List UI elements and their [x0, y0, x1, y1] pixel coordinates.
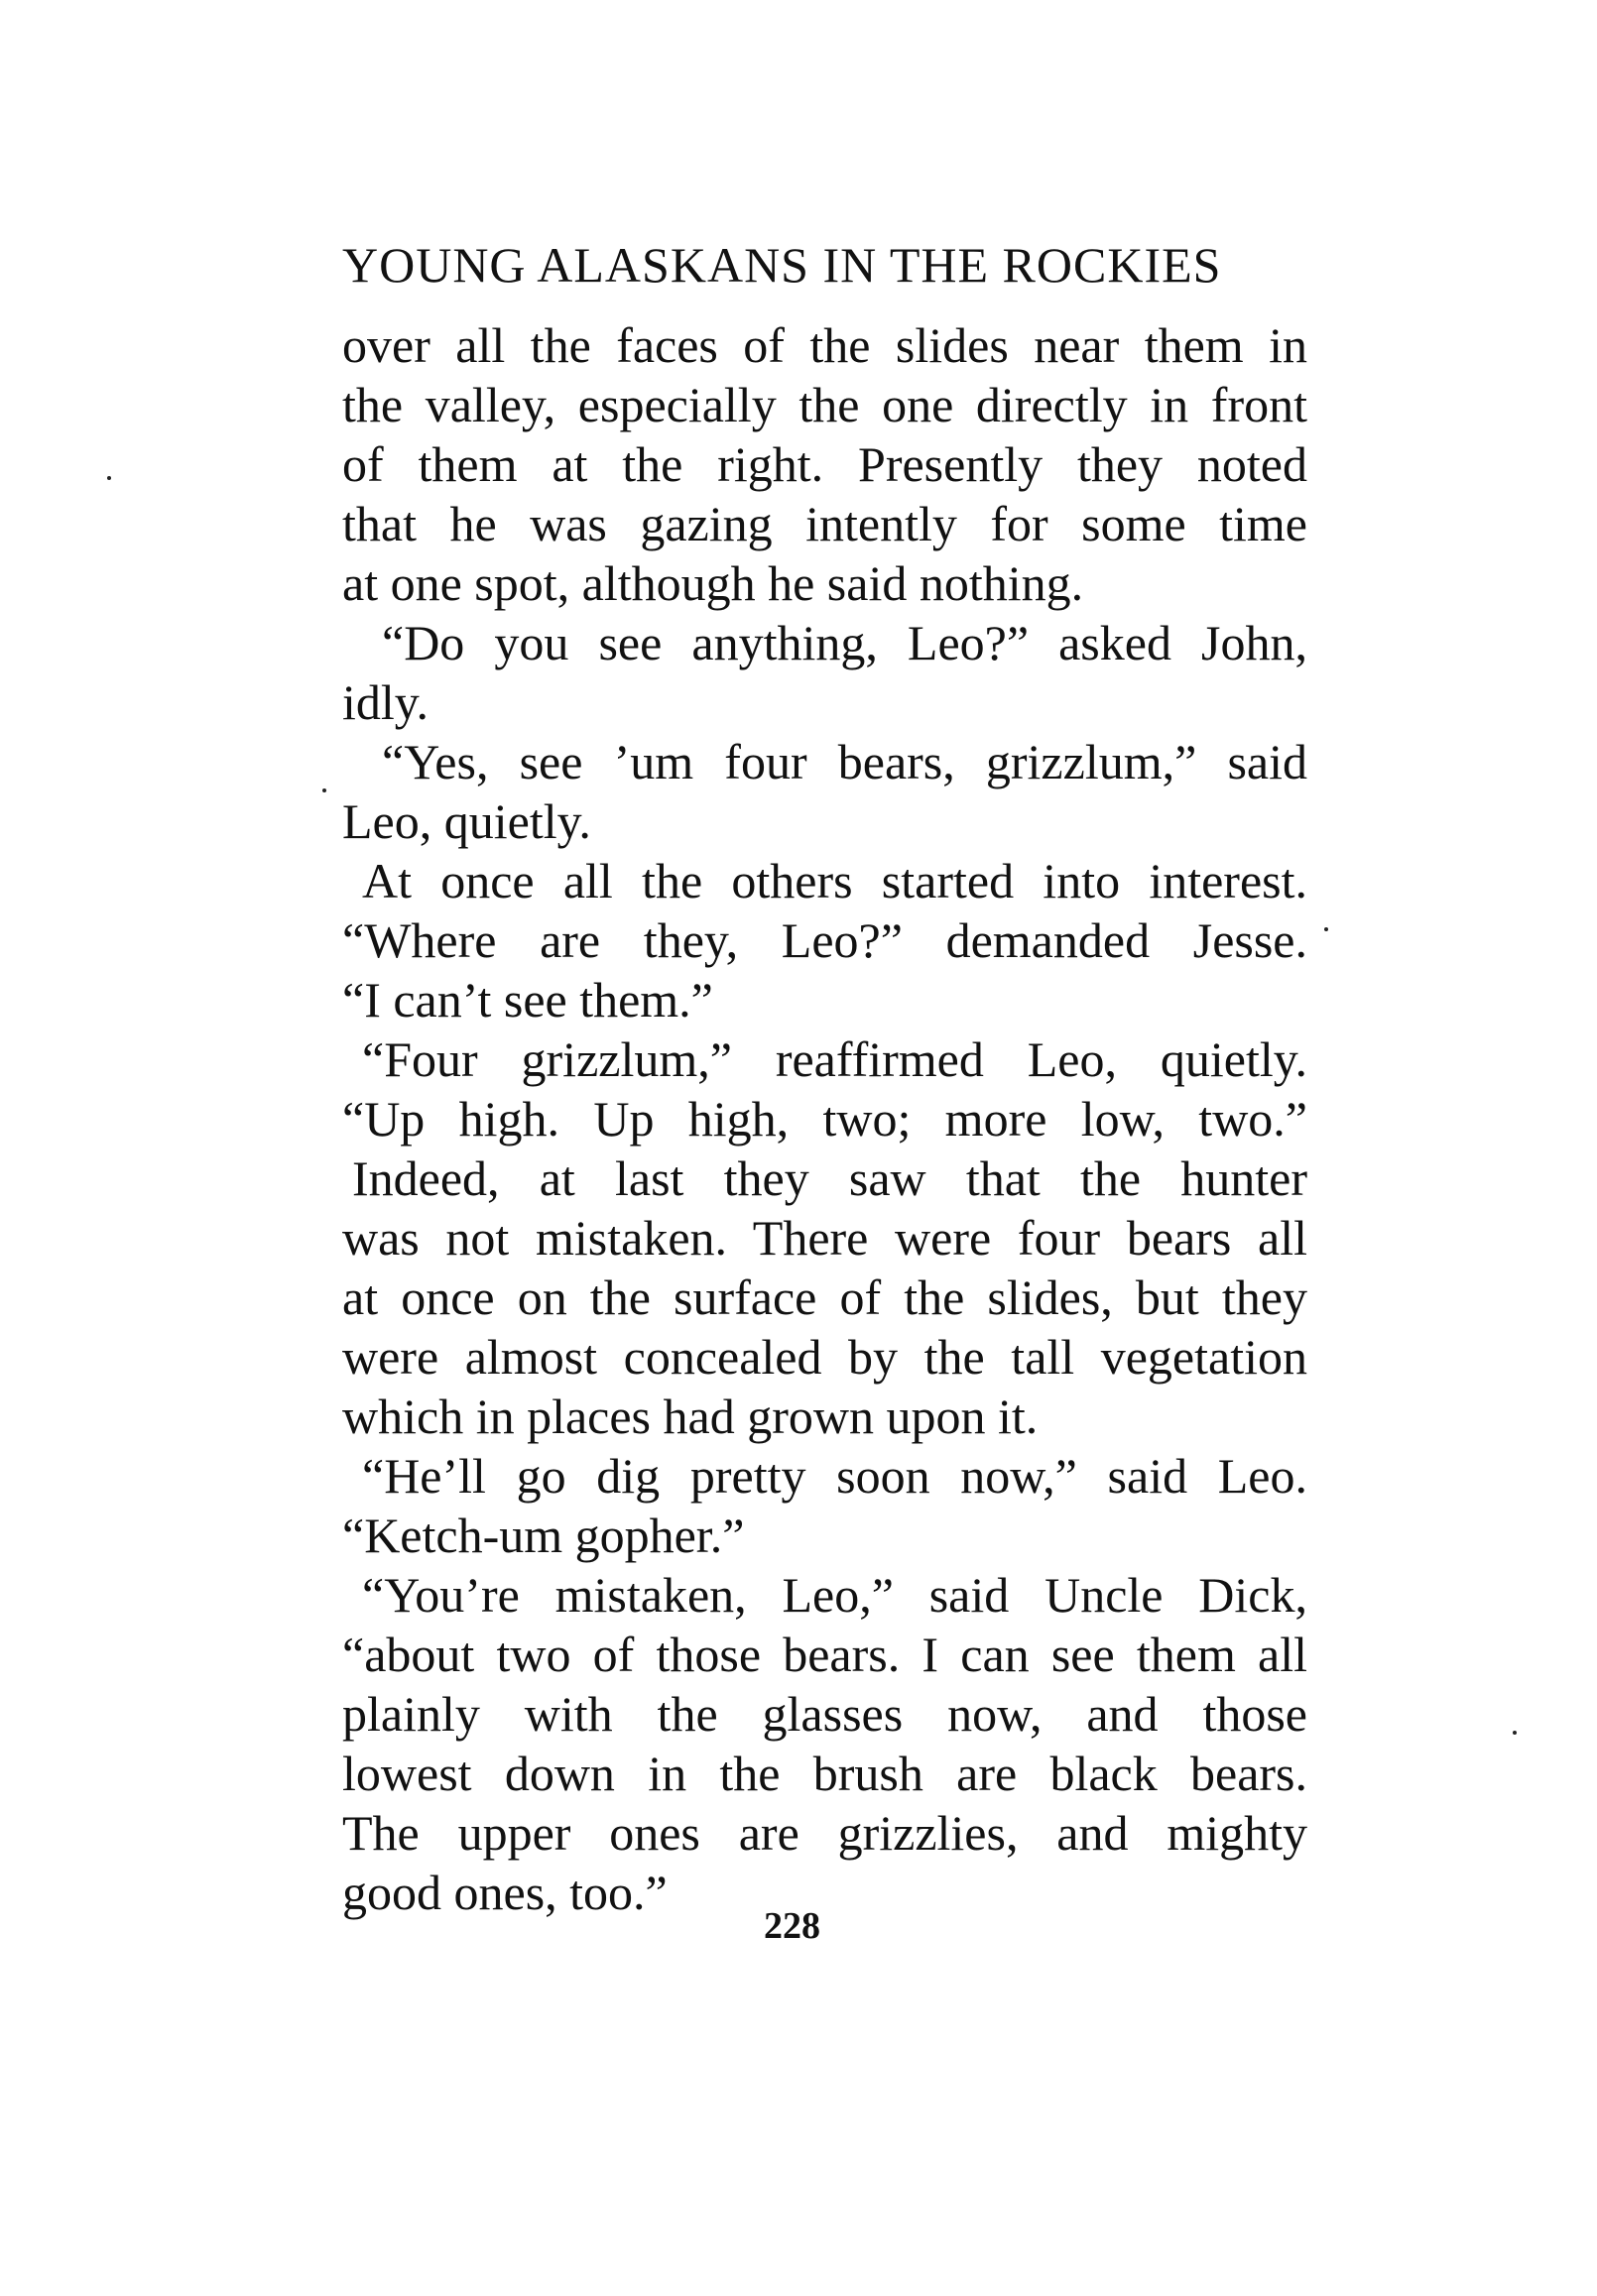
text-line: which in places had grown upon it. [342, 1389, 1039, 1444]
text-line: Indeed, at last they saw that the hunter [352, 1150, 1307, 1206]
text-line: “Do you see anything, Leo?” asked John, [382, 615, 1307, 670]
text-line: were almost concealed by the tall vegetation [342, 1329, 1307, 1385]
text-line: at once on the surface of the slides, but they [342, 1269, 1307, 1325]
text-line: idly. [342, 674, 430, 730]
text-line: “I can’t see them.” [342, 972, 713, 1027]
text-line: over all the faces of the slides near them in [342, 317, 1307, 373]
text-line: “about two of those bears. I can see them all [342, 1627, 1307, 1682]
scan-speck [107, 476, 111, 480]
text-line: was not mistaken. There were four bears all [342, 1210, 1307, 1266]
text-line: lowest down in the brush are black bears. [342, 1746, 1307, 1801]
scan-speck [1513, 1731, 1517, 1735]
text-line: plainly with the glasses now, and those [342, 1686, 1307, 1742]
text-line: “Where are they, Leo?” demanded Jesse. [342, 912, 1307, 968]
text-line: “You’re mistaken, Leo,” said Uncle Dick, [362, 1567, 1307, 1623]
text-line: At once all the others started into interest. [362, 853, 1307, 908]
running-head: YOUNG ALASKANS IN THE ROCKIES [342, 237, 1222, 293]
scan-speck [1324, 927, 1328, 931]
page-number: 228 [764, 1905, 820, 1947]
scan-speck [322, 788, 326, 792]
text-line: of them at the right. Presently they noted [342, 436, 1307, 492]
text-line: that he was gazing intently for some time [342, 496, 1307, 551]
text-line: “Four grizzlum,” reaffirmed Leo, quietly. [362, 1031, 1307, 1087]
text-line: the valley, especially the one directly in front [342, 377, 1307, 432]
text-line: at one spot, although he said nothing. [342, 555, 1084, 611]
text-line: The upper ones are grizzlies, and mighty [342, 1805, 1307, 1861]
text-line: “Up high. Up high, two; more low, two.” [342, 1091, 1307, 1147]
text-line: “Yes, see ’um four bears, grizzlum,” said [382, 734, 1307, 789]
text-line: “He’ll go dig pretty soon now,” said Leo. [362, 1448, 1307, 1504]
text-line: good ones, too.” [342, 1865, 668, 1920]
text-line: Leo, quietly. [342, 793, 591, 849]
text-line: “Ketch-um gopher.” [342, 1508, 745, 1563]
